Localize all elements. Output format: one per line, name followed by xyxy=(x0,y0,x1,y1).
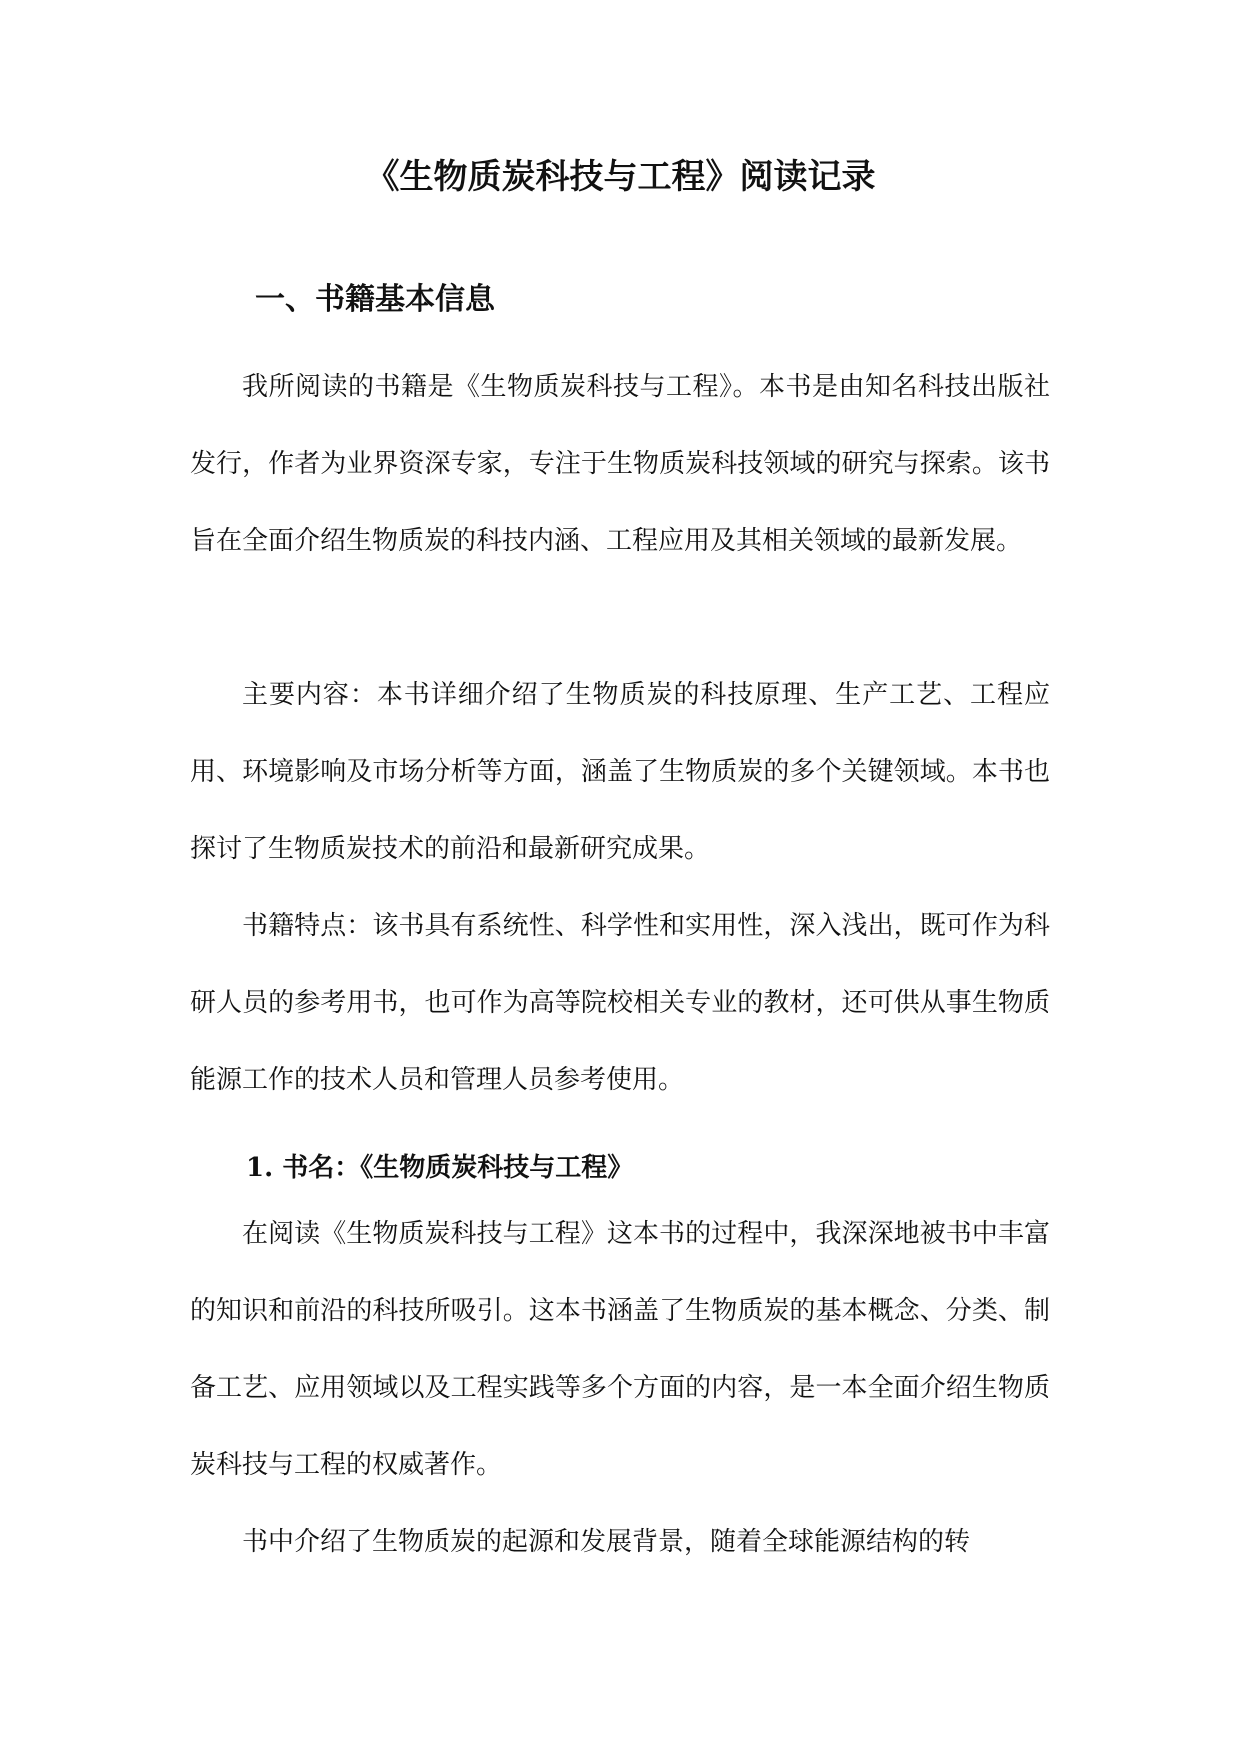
paragraph-book-intro: 我所阅读的书籍是《生物质炭科技与工程》。本书是由知名科技出版社发行，作者为业界资深专家，专注于生物质炭科技领域的研究与探索。该书旨在全面介绍生物质炭的科技内涵、工程应用及其相关领域的最新发展。 xyxy=(190,372,1050,556)
paragraph-origin-background: 书中介绍了生物质炭的起源和发展背景，随着全球能源结构的转 xyxy=(242,1527,971,1557)
document-title: 《生物质炭科技与工程》阅读记录 xyxy=(365,157,876,197)
paragraph-book-features: 书籍特点：该书具有系统性、科学性和实用性，深入浅出，既可作为科研人员的参考用书，也可作为高等院校相关专业的教材，还可供从事生物质能源工作的技术人员和管理人员参考使用。 xyxy=(190,911,1050,1095)
paragraph-main-content: 主要内容：本书详细介绍了生物质炭的科技原理、生产工艺、工程应用、环境影响及市场分析等方面，涵盖了生物质炭的多个关键领域。本书也探讨了生物质炭技术的前沿和最新研究成果。 xyxy=(190,680,1050,864)
section-heading-basic-info: 一、书籍基本信息 xyxy=(255,282,495,317)
sub-heading-book-name: 1. 书名：《生物质炭科技与工程》 xyxy=(246,1153,634,1183)
paragraph-reading-impression: 在阅读《生物质炭科技与工程》这本书的过程中，我深深地被书中丰富的知识和前沿的科技所吸引。这本书涵盖了生物质炭的基本概念、分类、制备工艺、应用领域以及工程实践等多个方面的内容，是一本全面介绍生物质炭科技与工程的权威著作。 xyxy=(190,1219,1050,1480)
